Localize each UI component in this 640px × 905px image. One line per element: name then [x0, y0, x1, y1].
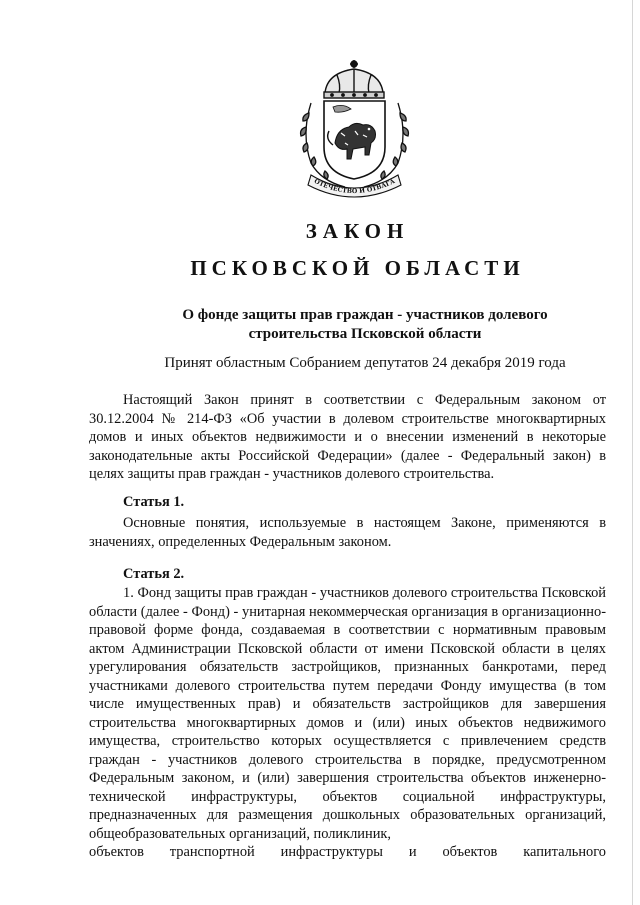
page-edge-line [632, 0, 633, 905]
document-heading: О фонде защиты прав граждан - участников долевого строительства Псковской области [182, 307, 548, 342]
crown-icon [324, 60, 384, 98]
article-1-title: Статья 1. [123, 494, 185, 510]
emblem-motto: ОТЕЧЕСТВО И ОТВАГА [312, 177, 397, 196]
article-2-text: 1. Фонд защиты прав граждан - участников долевого строительства Псковской области (далее - Фонд) - унитарная некоммерческая организация в организационно-правовой форме фонда, создаваемая в соответствии с нормативным правовым актом Администрации Псковской области от имени Псковской области в целях урегулирования обязательств застройщиков, признанных банкротами, перед участниками долевого строительства путем передачи Фонду имущества (в том числе имущественных прав) и обязательств застройщиков для завершения строительства многоквартирных домов и (или) иных объектов недвижимого имущества, строительство которых осуществляется с привлечением средств граждан - участников долевого строительства в порядке, предусмотренном Федеральным законом, и (или) завершения строительства объектов инженерно-технической инфраструктуры, объектов социальной инфраструктуры, предназначенных для размещения дошкольных образовательных организаций, общеобразовательных организаций, поликлиник, [89, 585, 606, 842]
article-2-title: Статья 2. [123, 566, 185, 582]
article-1-text: Основные понятия, используемые в настоящем Законе, применяются в значениях, определенных Федеральным законом. [89, 515, 606, 550]
law-title: ЗАКОН [305, 219, 410, 243]
adoption-note: Принят областным Собранием депутатов 24 декабря 2019 года [164, 355, 566, 371]
article-2-last-line: объектов транспортной инфраструктуры и объектов капитального [89, 844, 606, 860]
article-2-body [89, 584, 606, 874]
coat-of-arms-emblem [297, 55, 412, 200]
law-region: ПСКОВСКОЙ ОБЛАСТИ [190, 256, 525, 280]
intro-paragraph: Настоящий Закон принят в соответствии с Федеральным законом от 30.12.2004 № 214-ФЗ «Об участии в долевом строительстве многоквартирных домов и иных объектов недвижимости и о внесении изменений в некоторые законодательные акты Российской Федерации» (далее - Федеральный закон) в целях защиты прав граждан - участников долевого строительства. [89, 392, 606, 482]
shield-icon [324, 101, 385, 179]
